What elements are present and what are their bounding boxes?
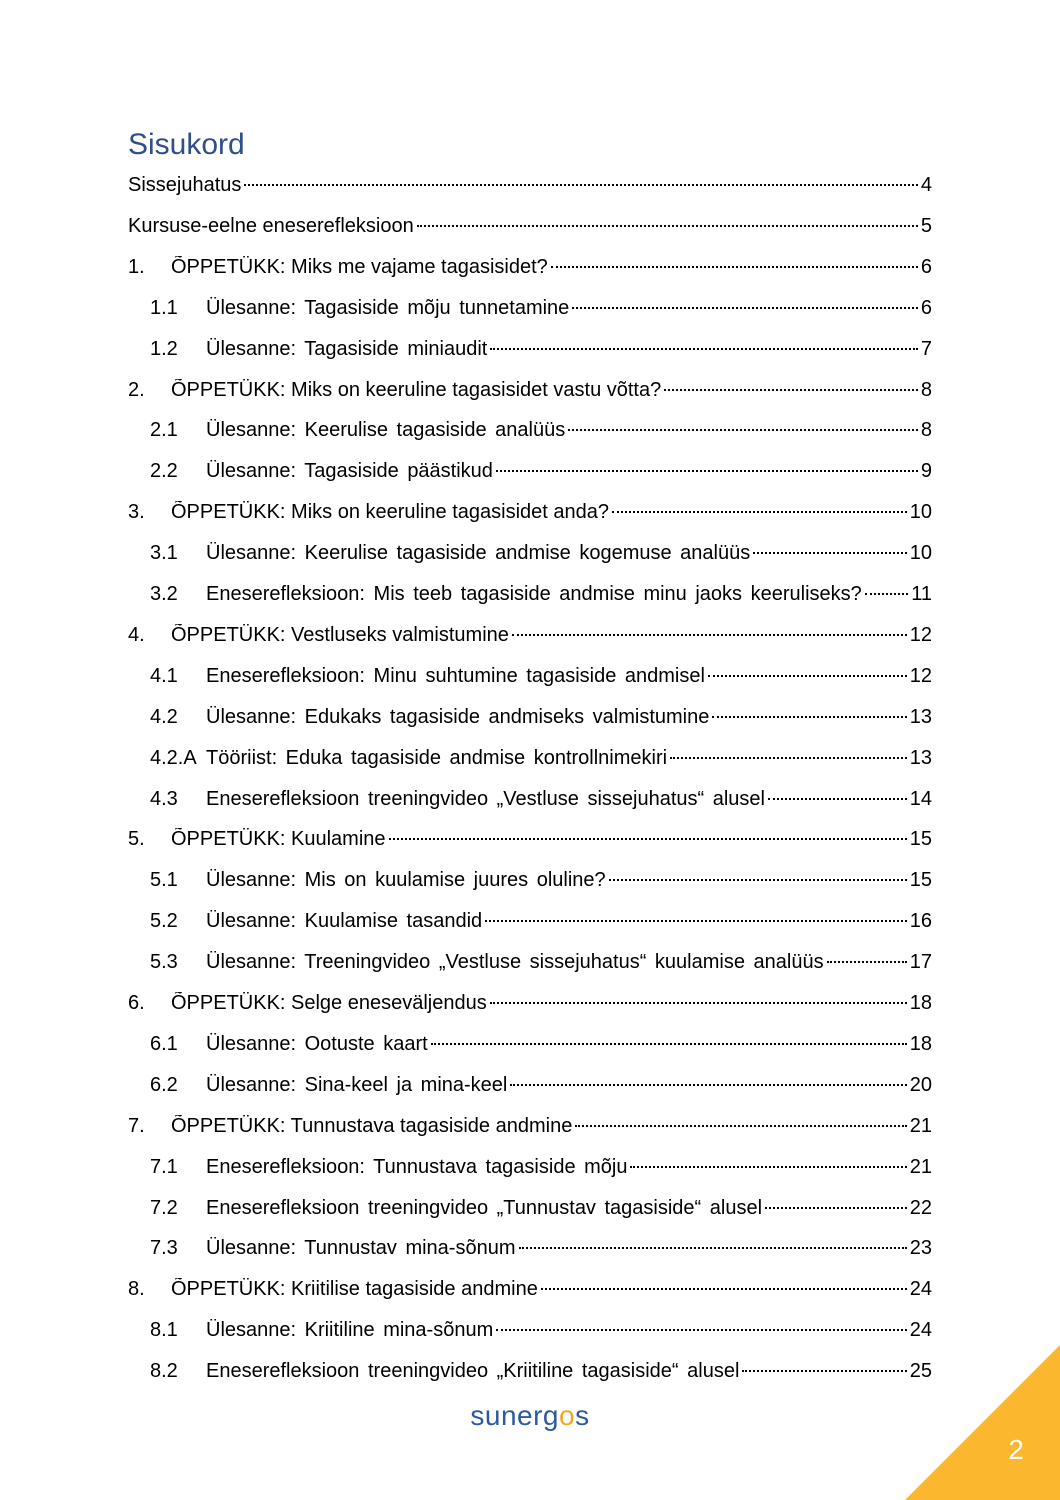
toc-entry-number: 2.1 [150, 419, 178, 442]
toc-entry[interactable] [150, 1074, 932, 1100]
toc-entry-title: Ülesanne: Tunnustav mina-sõnum [206, 1237, 516, 1260]
toc-entry-number: 7.2 [150, 1196, 178, 1219]
toc-dot-leader [490, 348, 918, 350]
toc-entry-title: Eneserefleksioon treeningvideo „Tunnustav tagasiside“ alusel [206, 1196, 763, 1219]
toc-entry[interactable] [150, 1156, 932, 1182]
toc-entry-number: 6. [128, 992, 145, 1014]
toc-entry-title: Ülesanne: Keerulise tagasiside andmise kogemuse analüüs [206, 542, 751, 565]
toc-entry-page: 8 [920, 419, 932, 442]
toc-dot-leader [712, 716, 906, 718]
toc-entry-title: Sissejuhatus [128, 174, 242, 196]
toc-entry[interactable] [128, 624, 932, 650]
toc-entry-title: Eneserefleksioon treeningvideo „Kriitiline tagasiside“ alusel [206, 1360, 740, 1383]
toc-entry[interactable] [128, 379, 932, 405]
toc-entry[interactable] [150, 542, 932, 568]
toc-dot-leader [496, 1329, 907, 1331]
toc-entry[interactable] [150, 747, 932, 773]
toc-entry-title: Ülesanne: Kriitiline mina-sõnum [206, 1319, 494, 1342]
toc-entry-title: Ülesanne: Kuulamise tasandid [206, 910, 483, 933]
toc-entry-page: 18 [909, 1032, 932, 1055]
toc-entry-title: Ülesanne: Tagasiside mõju tunnetamine [206, 296, 570, 319]
toc-entry-number: 4.1 [150, 664, 178, 687]
toc-entry[interactable] [128, 992, 932, 1018]
toc-entry-page: 24 [909, 1319, 932, 1342]
toc-entry-title: Ülesanne: Ootuste kaart [206, 1032, 428, 1055]
toc-entry-title: Ülesanne: Tagasiside miniaudit [206, 337, 488, 360]
toc-dot-leader [496, 470, 918, 472]
toc-entry-number: 1.1 [150, 296, 178, 319]
toc-entry-number: 2. [128, 378, 145, 401]
toc-dot-leader [512, 634, 907, 636]
page-number: 2 [1008, 1434, 1024, 1465]
toc-entry-number: 3. [128, 501, 145, 524]
toc-entry-number: 3.1 [150, 542, 178, 565]
toc-dot-leader [630, 1166, 906, 1168]
toc-dot-leader [753, 552, 907, 554]
toc-dot-leader [612, 511, 907, 513]
toc-entry-title: ÕPPETÜKK: Tunnustava tagasiside andmine [171, 1114, 573, 1137]
toc-entry-number: 2.2 [150, 460, 178, 483]
toc-dot-leader [519, 1247, 907, 1249]
toc-entry-title: Eneserefleksioon: Tunnustava tagasiside mõju [206, 1155, 628, 1178]
toc-entry[interactable] [150, 910, 932, 936]
toc-entry-page: 6 [920, 255, 932, 278]
sunergos-logo [0, 1400, 1060, 1432]
toc-dot-leader [485, 920, 907, 922]
toc-entry-number: 8.1 [150, 1319, 178, 1342]
toc-entry-title: Eneserefleksioon treeningvideo „Vestluse sissejuhatus“ alusel [206, 787, 765, 810]
toc-dot-leader [765, 1207, 907, 1209]
toc-entry-page: 12 [909, 664, 932, 687]
toc-entry-number: 5. [128, 828, 145, 851]
toc-entry-page: 10 [909, 542, 932, 565]
toc-entry-title: Ülesanne: Edukaks tagasiside andmiseks valmistumine [206, 705, 710, 728]
toc-entry-title: Ülesanne: Keerulise tagasiside analüüs [206, 419, 566, 442]
toc-entry[interactable] [128, 501, 932, 527]
toc-entry[interactable] [150, 460, 932, 486]
toc-entry-title: ÕPPETÜKK: Kuulamine [171, 828, 386, 851]
toc-dot-leader [551, 266, 918, 268]
toc-entry-number: 3.2 [150, 583, 178, 605]
toc-entry-title: ÕPPETÜKK: Miks on keeruline tagasisidet anda? [171, 501, 609, 524]
toc-entry-title: ÕPPETÜKK: Selge eneseväljendus [171, 992, 487, 1014]
toc-entry-number: 4.2 [150, 705, 178, 728]
toc-entry-page: 25 [909, 1360, 932, 1383]
toc-entry[interactable] [150, 706, 932, 732]
toc-entry-number: 4.3 [150, 787, 178, 810]
logo-accent-o: o [559, 1400, 576, 1431]
toc-entry-page: 18 [909, 992, 932, 1014]
toc-entry-number: 1.2 [150, 337, 178, 360]
toc-entry-title: Ülesanne: Tagasiside päästikud [206, 460, 493, 483]
toc-entry-page: 6 [920, 296, 932, 319]
page-corner-triangle [905, 1345, 1060, 1500]
toc-dot-leader [768, 798, 907, 800]
toc-dot-leader [670, 757, 907, 759]
toc-entry-page: 10 [909, 501, 932, 524]
toc-dot-leader [490, 1002, 907, 1004]
toc-entry[interactable] [128, 174, 932, 200]
toc-entry-number: 4.2.A [150, 746, 197, 769]
toc-dot-leader [742, 1370, 906, 1372]
toc-entry-number: 5.3 [150, 951, 178, 974]
toc-entry-page: 11 [911, 583, 932, 605]
toc-dot-leader [389, 838, 907, 840]
toc-entry-number: 4. [128, 623, 145, 646]
toc-entry[interactable] [150, 419, 932, 445]
toc-entry[interactable] [150, 1237, 932, 1263]
toc-entry-page: 13 [909, 705, 932, 728]
toc-dot-leader [541, 1288, 907, 1290]
toc-entry[interactable] [128, 215, 932, 241]
toc-heading: Sisukord [128, 128, 245, 161]
toc-entry-number: 5.1 [150, 869, 178, 892]
toc-entry-title: ÕPPETÜKK: Miks on keeruline tagasisidet vastu võtta? [171, 378, 662, 401]
toc-entry-title: ÕPPETÜKK: Miks me vajame tagasisidet? [171, 255, 548, 278]
toc-entry-page: 17 [909, 951, 932, 974]
toc-entry-page: 8 [920, 378, 932, 401]
toc-entry-title: Tööriist: Eduka tagasiside andmise kontrollnimekiri [206, 746, 668, 769]
toc-dot-leader [244, 184, 917, 186]
toc-entry[interactable] [128, 828, 932, 854]
toc-entry-title: Ülesanne: Treeningvideo „Vestluse sissejuhatus“ kuulamise analüüs [206, 951, 824, 974]
toc-dot-leader [664, 389, 918, 391]
toc-entry-page: 24 [909, 1278, 932, 1301]
toc-entry-title: Eneserefleksioon: Minu suhtumine tagasiside andmisel [206, 664, 705, 687]
toc-entry-page: 21 [909, 1155, 932, 1178]
toc-entry-title: Kursuse-eelne eneserefleksioon [128, 214, 414, 237]
toc-entry-number: 7. [128, 1114, 145, 1137]
toc-entry-page: 23 [909, 1237, 932, 1260]
toc-entry-number: 8. [128, 1278, 145, 1301]
toc-entry[interactable] [150, 869, 932, 895]
toc-entry[interactable] [150, 1360, 932, 1386]
toc-entry[interactable] [150, 788, 932, 814]
toc-entry-page: 7 [920, 337, 932, 360]
toc-entry-page: 4 [920, 174, 932, 196]
toc-entry-page: 13 [909, 746, 932, 769]
toc-entry[interactable] [128, 1278, 932, 1304]
logo-text-start: sunerg [470, 1400, 560, 1431]
toc-entry-number: 8.2 [150, 1360, 178, 1383]
toc-entry-number: 6.1 [150, 1032, 178, 1055]
toc-dot-leader [568, 429, 918, 431]
toc-entry-title: Eneserefleksioon: Mis teeb tagasiside andmise minu jaoks keeruliseks? [206, 583, 862, 605]
toc-entry-title: ÕPPETÜKK: Vestluseks valmistumine [171, 623, 509, 646]
toc-entry[interactable] [150, 338, 932, 364]
toc-entry-page: 12 [909, 623, 932, 646]
toc-entry[interactable] [150, 1033, 932, 1059]
logo-text-end: s [575, 1400, 590, 1431]
toc-entry[interactable] [150, 1197, 932, 1223]
toc-dot-leader [827, 961, 907, 963]
toc-entry[interactable] [150, 951, 932, 977]
toc-entry[interactable] [150, 665, 932, 691]
toc-entry[interactable] [150, 1319, 932, 1345]
toc-entry[interactable] [128, 256, 932, 282]
toc-dot-leader [510, 1084, 906, 1086]
toc-entry-page: 16 [909, 910, 932, 933]
toc-entry-page: 15 [909, 828, 932, 851]
toc-entry-title: Ülesanne: Sina-keel ja mina-keel [206, 1073, 508, 1096]
toc-entry-number: 5.2 [150, 910, 178, 933]
toc-entry-page: 5 [920, 214, 932, 237]
toc-dot-leader [708, 675, 907, 677]
toc-dot-leader [431, 1043, 907, 1045]
toc-entry-number: 7.1 [150, 1155, 178, 1178]
toc-entry-number: 1. [128, 255, 145, 278]
toc-dot-leader [417, 225, 918, 227]
toc-dot-leader [572, 307, 918, 309]
toc-entry-page: 22 [909, 1196, 932, 1219]
toc-entry-title: Ülesanne: Mis on kuulamise juures oluline? [206, 869, 606, 892]
toc-entry[interactable] [150, 297, 932, 323]
toc-entry-page: 9 [920, 460, 932, 483]
toc-entry-title: ÕPPETÜKK: Kriitilise tagasiside andmine [171, 1278, 538, 1301]
toc-entry[interactable] [150, 583, 932, 609]
toc-entry-page: 15 [909, 869, 932, 892]
toc-dot-leader [609, 879, 907, 881]
toc-entry-number: 6.2 [150, 1073, 178, 1096]
toc-entry-page: 14 [909, 787, 932, 810]
toc-entry-page: 21 [909, 1114, 932, 1137]
toc-entry-number: 7.3 [150, 1237, 178, 1260]
toc-entry-page: 20 [909, 1073, 932, 1096]
toc-dot-leader [865, 593, 908, 595]
toc-dot-leader [575, 1125, 906, 1127]
toc-entry[interactable] [128, 1115, 932, 1141]
